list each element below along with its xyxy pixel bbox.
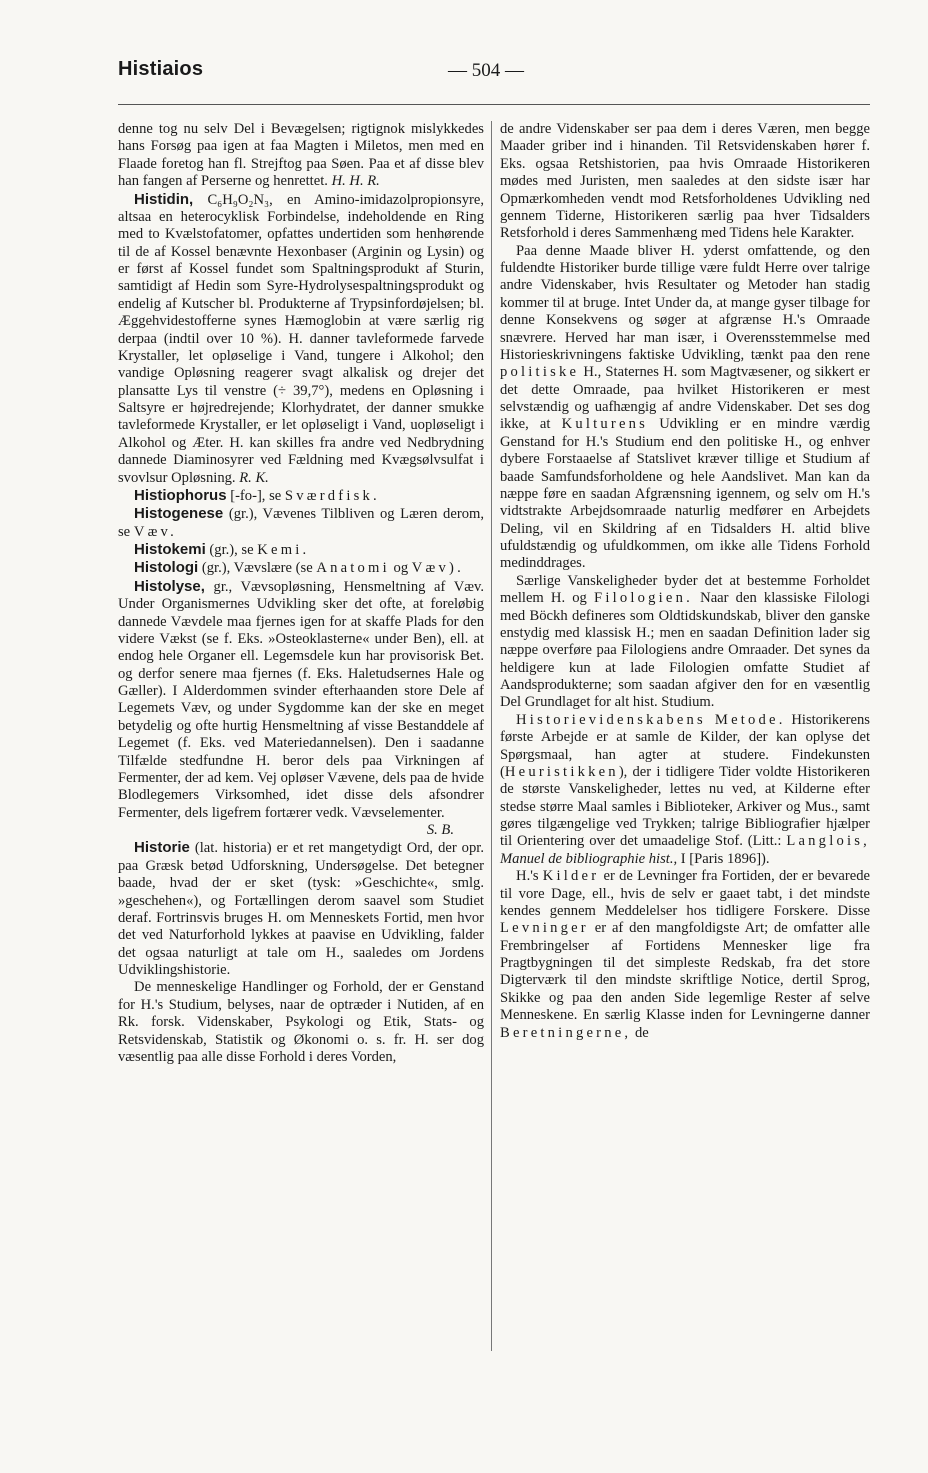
spaced-term: Kulturens: [561, 416, 649, 433]
entry-histolyse: Histolyse, gr., Vævsopløsning, Hensmeltning af Væv. Under Organismernes Udvikling sker det ofte, at foreløbig dannede Vævdele maa fjernes igen for at skaffe Plads for den videre Vækst (se f. Eks. »Osteoklasterne« under Ben), ell. at endog hele Organer ell. Legemsdele kun har provisorisk Bet. og derfor senere maa fjernes (f. Eks. Haletudsernes Hale og Gæller). I Alderdommen svinder efterhaanden store Dele af Legemets Væv, og under Sygdomme kan der ske en meget betydelig og ofte hurtig Hensmeltning af visse Bestanddele af Legemet (f. Eks. ved Materiedannelsen). Den i saadanne Tilfælde stedfundne H. beror dels paa Virkningen af Fermenter, der ad kem. Vej opløser Vævene, dels paa de hvide Blodlegemers Virksomhed, idet disse dels afsondrer Fermenter, dels ligefrem fortærer vedk. Vævselementer. S. B.: [118, 577, 484, 838]
historie-paragraph: H.'s Kilder er de Levninger fra Fortiden, der er bevarede til vore Dage, ell., hvis de selv er gaaet tabt, i det mindste kendes gennem Meddelelser hos tidligere Forskere. Disse Levninger er af den mangfoldigste Art; de omfatter alle Frembringelser af Fortidens Mennesker lige fra Pragtbygningen til det simpleste Redskab, fra det store Digterværk til den mindste skriftlige Notice, dertil Sprog, Skikke og paa den anden Side legemlige Rester af selve Menneskene. En særlig Klasse inden for Levningerne danner Beretningerne, de: [500, 868, 871, 1041]
headword: Histolyse,: [134, 577, 205, 595]
entry-histiophorus: Histiophorus [-fo-], se Sværdfisk.: [134, 486, 380, 504]
entry-histokemi: Histokemi (gr.), se Kemi.: [134, 541, 310, 558]
section-heading: Historievidenskabens Metode.: [516, 711, 786, 728]
entry-histogenese: Histogenese (gr.), Vævenes Tilbliven og Læren derom, se Væv.: [118, 505, 484, 540]
cross-reference: Væv).: [411, 560, 464, 577]
header-rule: [118, 104, 870, 105]
spaced-term: Heuristikken: [504, 763, 619, 780]
headword: Histiophorus: [134, 486, 227, 504]
spaced-term: Beretningerne,: [500, 1024, 632, 1041]
headword: Historie: [134, 839, 190, 857]
cross-reference: Kemi.: [257, 542, 310, 558]
running-head: Histiaios: [118, 58, 204, 80]
historie-paragraph: De menneskelige Handlinger og Forhold, der er Genstand for H.'s Studium, belyses, naar de optræder i Nutiden, af en Rk. forsk. Videnskaber, Psykologi og Etik, Stats- og Retsvidenskab, Statistik og Økonomi o. s. fr. H. ser dog væsentlig paa alle disse Forhold i deres Vorden,: [118, 979, 484, 1065]
historie-paragraph: de andre Videnskaber ser paa dem i deres Væren, men begge Maader griber ind i hinanden. Til Retsvidenskaben hører f. Eks. ogsaa Retshistorien, paa hvis Omraade Historikeren mødes med Juristen, men saaledes at den sidste især har Opmærkomheden vendt mod Retsforholdenes Udvikling ned gennem Tiderne, Historikeren særlig paa hver Tidsalders Retsforhold i deres Sammenhæng med Tidens hele Karakter.: [500, 121, 870, 242]
cross-reference: Sværdfisk.: [284, 487, 380, 504]
headword: Histologi: [134, 559, 199, 577]
book-title: Manuel de bibliographie hist.,: [500, 850, 678, 867]
entry-histologi: Histologi (gr.), Vævslære (se Anatomi og Væv).: [134, 559, 464, 577]
author-signature: S. B.: [426, 822, 454, 838]
page-number: — 504 —: [448, 60, 524, 81]
histiaios-continuation: denne tog nu selv Del i Bevægelsen; rigtignok mislykkedes hans Forsøg paa igen at faa Magten i Miletos, men med en Flaade foretog han fl. Strejftog paa Søen. Paa et af disse blev han fangen af Perserne og henrettet. H. H. R.: [118, 121, 484, 190]
column-divider: [491, 121, 492, 1351]
page-header: [118, 58, 870, 96]
historie-paragraph: Særlige Vanskeligheder byder det at bestemme Forholdet mellem H. og Filologien. Naar den klassiske Filologi med Böckh defineres som Oldtidskundskab, bliver den ganske enstydig med klassisk H.; men en saadan Definition lader sig næppe overføre paa Filologiens andre Omraader. Det synes da heldigere kun at lade Filologien omfatte Studiet af Aandsprodukterne; som saadan afgiver den for en væsentlig Del Grundlaget for alt hist. Studium.: [500, 572, 870, 711]
historie-paragraph: Historievidenskabens Metode. Historikerens første Arbejde er at samle de Kilder, der kan oplyse det Spørgsmaal, han agter at studere. Findekunsten (Heuristikken), der i tidligere Tider voldte Historikeren de største Vanskeligheder, lettes nu ved, at Kilderne efter stedse større Maal samles i Biblioteker, Arkiver og Mus., samt gøres tilgængelige ved Trykken; talrige Bibliografier hjælper til Orientering over det umaadelige Stof. (Litt.: Langlois, Manuel de bibliographie hist., I [Paris 1896]).: [500, 711, 870, 867]
headword: Histogenese: [134, 505, 224, 523]
left-column: [118, 121, 484, 1066]
cross-reference: Anatomi: [316, 560, 390, 577]
cross-reference: Væv.: [133, 523, 177, 540]
spaced-term: Kilder: [542, 868, 600, 885]
headword: Histidin,: [134, 190, 194, 208]
historie-paragraph: Paa denne Maade bliver H. yderst omfattende, og den fuldendte Historiker burde tillige være fuldt Herre over talrige andre Videnskaber, hvis Resultater og Metoder han stadig kommer til at bruge. Intet Under da, at mange gyser tilbage for denne Konsekvens og søger at afgrænse H.'s Omraade snævrere. Herved har man især, i Overensstemmelse med Historieskrivningens faktiske Udvikling, tænkt paa den rene politiske H., Staternes H. som Magtvæsener, og sikkert er det dette Omraade, paa hvilket Historikeren er mest selvstændig og uafhængig af andre Videnskaber. Det ses dog ikke, at Kulturens Udvikling er en mindre værdig Genstand for H.'s Studium end den politiske H., og enhver dybere Forstaaelse af Statslivet kræver tillige et Studium af baade Samfundsforholdene og hele Aandslivet. Man kan da næppe føre en saadan Afgrænsning igennem, og selv om H.'s vidtstrakte Arbejdsomraade naturlig medfører en Arbejdets Deling, vil en Skildring af en Tidsalders H. altid blive ufuldstændig og ufuldkommen, om ikke alle Tidens Forhold medinddrages.: [500, 242, 870, 572]
spaced-term: politiske: [500, 364, 580, 381]
spaced-term: Filologien.: [594, 590, 693, 607]
entry-historie: Historie (lat. historia) er et ret mangetydigt Ord, der opr. paa Græsk betød Udforskning, Undersøgelse. Det betegner baade, hvad der er sket (tysk: »Geschichte«, smlg. »geschehen«), og Fortællingen derom saavel som Studiet deraf. Fortrinsvis bruges H. om Menneskets Fortid, men hvor det ved Naturforhold lykkes at paavise en Udvikling, falder det ogsaa naturligt at tale om H., saaledes om Jordens Udviklingshistorie.: [118, 839, 484, 978]
author-signature: R. K.: [239, 469, 269, 486]
author-signature: H. H. R.: [331, 173, 380, 190]
spaced-term: Levninger: [500, 920, 589, 937]
right-column: [500, 121, 870, 1042]
headword: Histokemi: [134, 541, 206, 558]
entry-histidin: Histidin, C₆H₉O₂N₃, en Amino-imidazolpropionsyre, altsaa en heterocyklisk Forbindelse, indeholdende en Ring med to Kvælstofatomer, opfattes undertiden som henhørende til de af Kossel benævnte Hexonbaser (Arginin og Lysin) og er først af Kossel fundet som Spaltningsprodukt af Sturin, samtidigt af Hedin som Syre-Hydrolysespaltningsprodukt og endelig af Kutscher bl. Produkterne af Trypsinfordøjelsen; bl. Æggehvidestofferne synes Hæmoglobin at være særlig rig derpaa (indtil over 10 %). H. danner tavleformede farvede Krystaller, let opløselige i Vand, tungere i Alkohol; den vandige Opløsning reagerer svagt alkalisk og drejer det plansatte Lys til venstre (÷ 39,7°), medens en Opløsning i Saltsyre er højredrejende; Klorhydratet, der danner smukke tavleformede Krystaller, er let opløseligt i Vand, uopløseligt i Alkohol og Æter. H. kan skilles fra andre ved Nedbrydning dannede Diaminosyrer ved Fældning med Kvægsølvsulfat i svovlsur Opløsning. R. K.: [118, 190, 484, 486]
spaced-term: Langlois,: [786, 833, 870, 850]
